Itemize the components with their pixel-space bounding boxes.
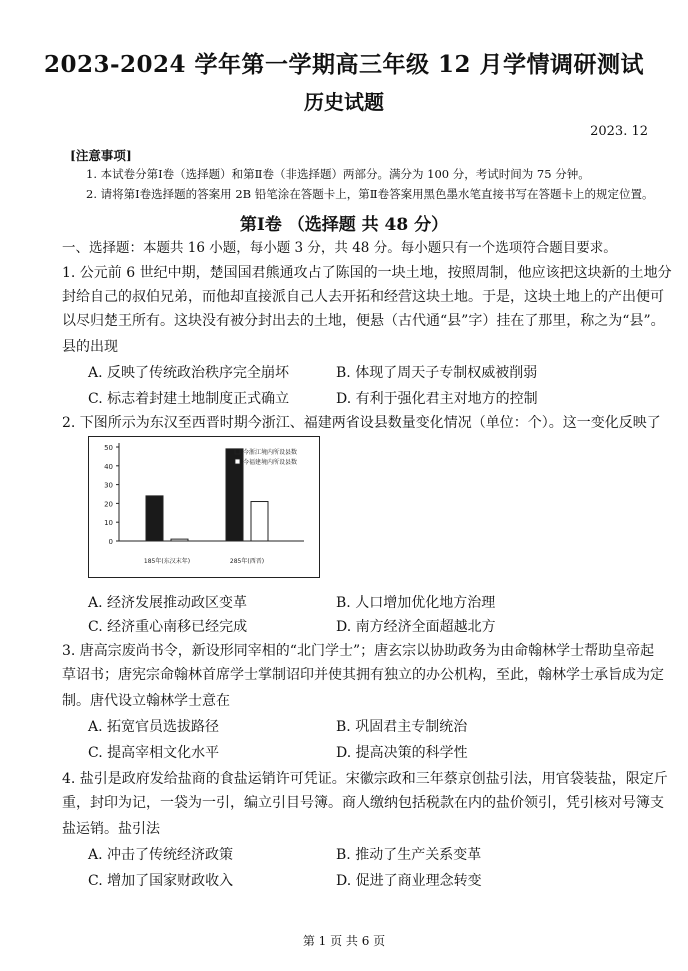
chart-canvas [89, 437, 319, 577]
q2-option-d: D. 南方经济全面超越北方 [336, 619, 496, 635]
q1-option-a: A. 反映了传统政治秩序完全崩坏 [88, 365, 290, 381]
chart-y-tick-label: 40 [104, 462, 113, 471]
county-count-chart [88, 436, 320, 578]
chart-bar [251, 502, 268, 541]
section-instruction: 一、选择题：本题共 16 小题，每小题 3 分，共 48 分。每小题只有一个选项符合题目要求。 [62, 240, 617, 256]
q4-option-b: B. 推动了生产关系变革 [336, 847, 482, 863]
exam-subtitle: 历史试题 [304, 90, 384, 114]
chart-x-tick-label: 285年(西晋) [229, 558, 265, 565]
q1-option-b: B. 体现了周天子专制权威被削弱 [336, 365, 538, 381]
q1-line-4: 县的出现 [62, 339, 118, 355]
q4-line-2: 重，封印为记，一袋为一引，编立引目号簿。商人缴纳包括税款在内的盐价领引，凭引核对号簿支 [62, 795, 664, 811]
q3-option-d: D. 提高决策的科学性 [336, 745, 468, 761]
q3-option-b: B. 巩固君主专制统治 [336, 719, 468, 735]
q3-line-2: 草诏书；唐宪宗命翰林首席学士掌制诏印并使其拥有独立的办公机构，至此，翰林学士承旨成为定 [62, 667, 664, 683]
q4-line-3: 盐运销。盐引法 [62, 821, 160, 837]
q4-option-c: C. 增加了国家财政收入 [88, 873, 234, 889]
chart-y-tick-label: 20 [104, 500, 113, 509]
chart-y-tick-label: 50 [104, 444, 113, 452]
chart-y-tick-label: 0 [108, 538, 113, 546]
exam-date: 2023. 12 [590, 124, 648, 139]
chart-y-tick-label: 30 [104, 481, 113, 490]
section-title: 第Ⅰ卷 （选择题 共 48 分） [239, 215, 449, 235]
chart-y-tick-label: 10 [104, 519, 113, 528]
q1-option-d: D. 有利于强化君主对地方的控制 [336, 391, 538, 407]
chart-x-tick-label: 185年(东汉末年) [143, 558, 191, 565]
page-footer: 第 1 页 共 6 页 [302, 934, 386, 948]
chart-legend-swatch [235, 449, 240, 454]
chart-legend-label: 今福建境内所设县数 [243, 459, 298, 466]
q3-line-3: 制。唐代设立翰林学士意在 [62, 693, 230, 709]
chart-bar [146, 496, 163, 541]
notice-item-2: 2. 请将第Ⅰ卷选择题的答案用 2B 铅笔涂在答题卡上，第Ⅱ卷答案用黑色墨水笔直接书写在答题卡上的规定位置。 [86, 187, 654, 201]
q1-line-3: 以尽归楚王所有。这块没有被分封出去的土地，便悬（古代通“县”字）挂在了那里，称之为“县”。 [62, 313, 665, 329]
q4-line-1: 4. 盐引是政府发给盐商的食盐运销许可凭证。宋徽宗政和三年蔡京创盐引法，用官袋装盐，限定斤 [62, 771, 668, 787]
q1-option-c: C. 标志着封建土地制度正式确立 [88, 391, 290, 407]
q3-line-1: 3. 唐高宗废尚书令，新设形同宰相的“北门学士”；唐玄宗以协助政务为由命翰林学士帮助皇帝起 [62, 643, 655, 659]
chart-bar [226, 449, 243, 541]
notice-heading: [注意事项] [70, 148, 132, 163]
q2-option-a: A. 经济发展推动政区变革 [88, 595, 248, 611]
chart-legend-swatch [235, 459, 240, 464]
q2-option-b: B. 人口增加优化地方治理 [336, 595, 496, 611]
exam-title: 2023-2024 学年第一学期高三年级 12 月学情调研测试 [43, 51, 645, 78]
q1-line-1: 1. 公元前 6 世纪中期，楚国国君熊通攻占了陈国的一块土地，按照周制，他应该把这块新的土地分 [62, 265, 672, 281]
q3-option-a: A. 拓宽官员选拔路径 [88, 719, 220, 735]
q1-line-2: 封给自己的叔伯兄弟，而他却直接派自己人去开拓和经营这块土地。于是，这块土地上的产出便可 [62, 289, 664, 305]
q2-option-c: C. 经济重心南移已经完成 [88, 619, 248, 635]
notice-item-1: 1. 本试卷分第Ⅰ卷（选择题）和第Ⅱ卷（非选择题）两部分。满分为 100 分，考试时间为 75 分钟。 [86, 167, 590, 181]
q3-option-c: C. 提高宰相文化水平 [88, 745, 220, 761]
q4-option-d: D. 促进了商业理念转变 [336, 873, 482, 889]
q2-line-1: 2. 下图所示为东汉至西晋时期今浙江、福建两省设县数量变化情况（单位：个）。这一变化反映了 [62, 415, 661, 431]
chart-bar [171, 539, 188, 541]
q4-option-a: A. 冲击了传统经济政策 [88, 847, 234, 863]
chart-legend-label: 今浙江境内所设县数 [243, 449, 298, 456]
